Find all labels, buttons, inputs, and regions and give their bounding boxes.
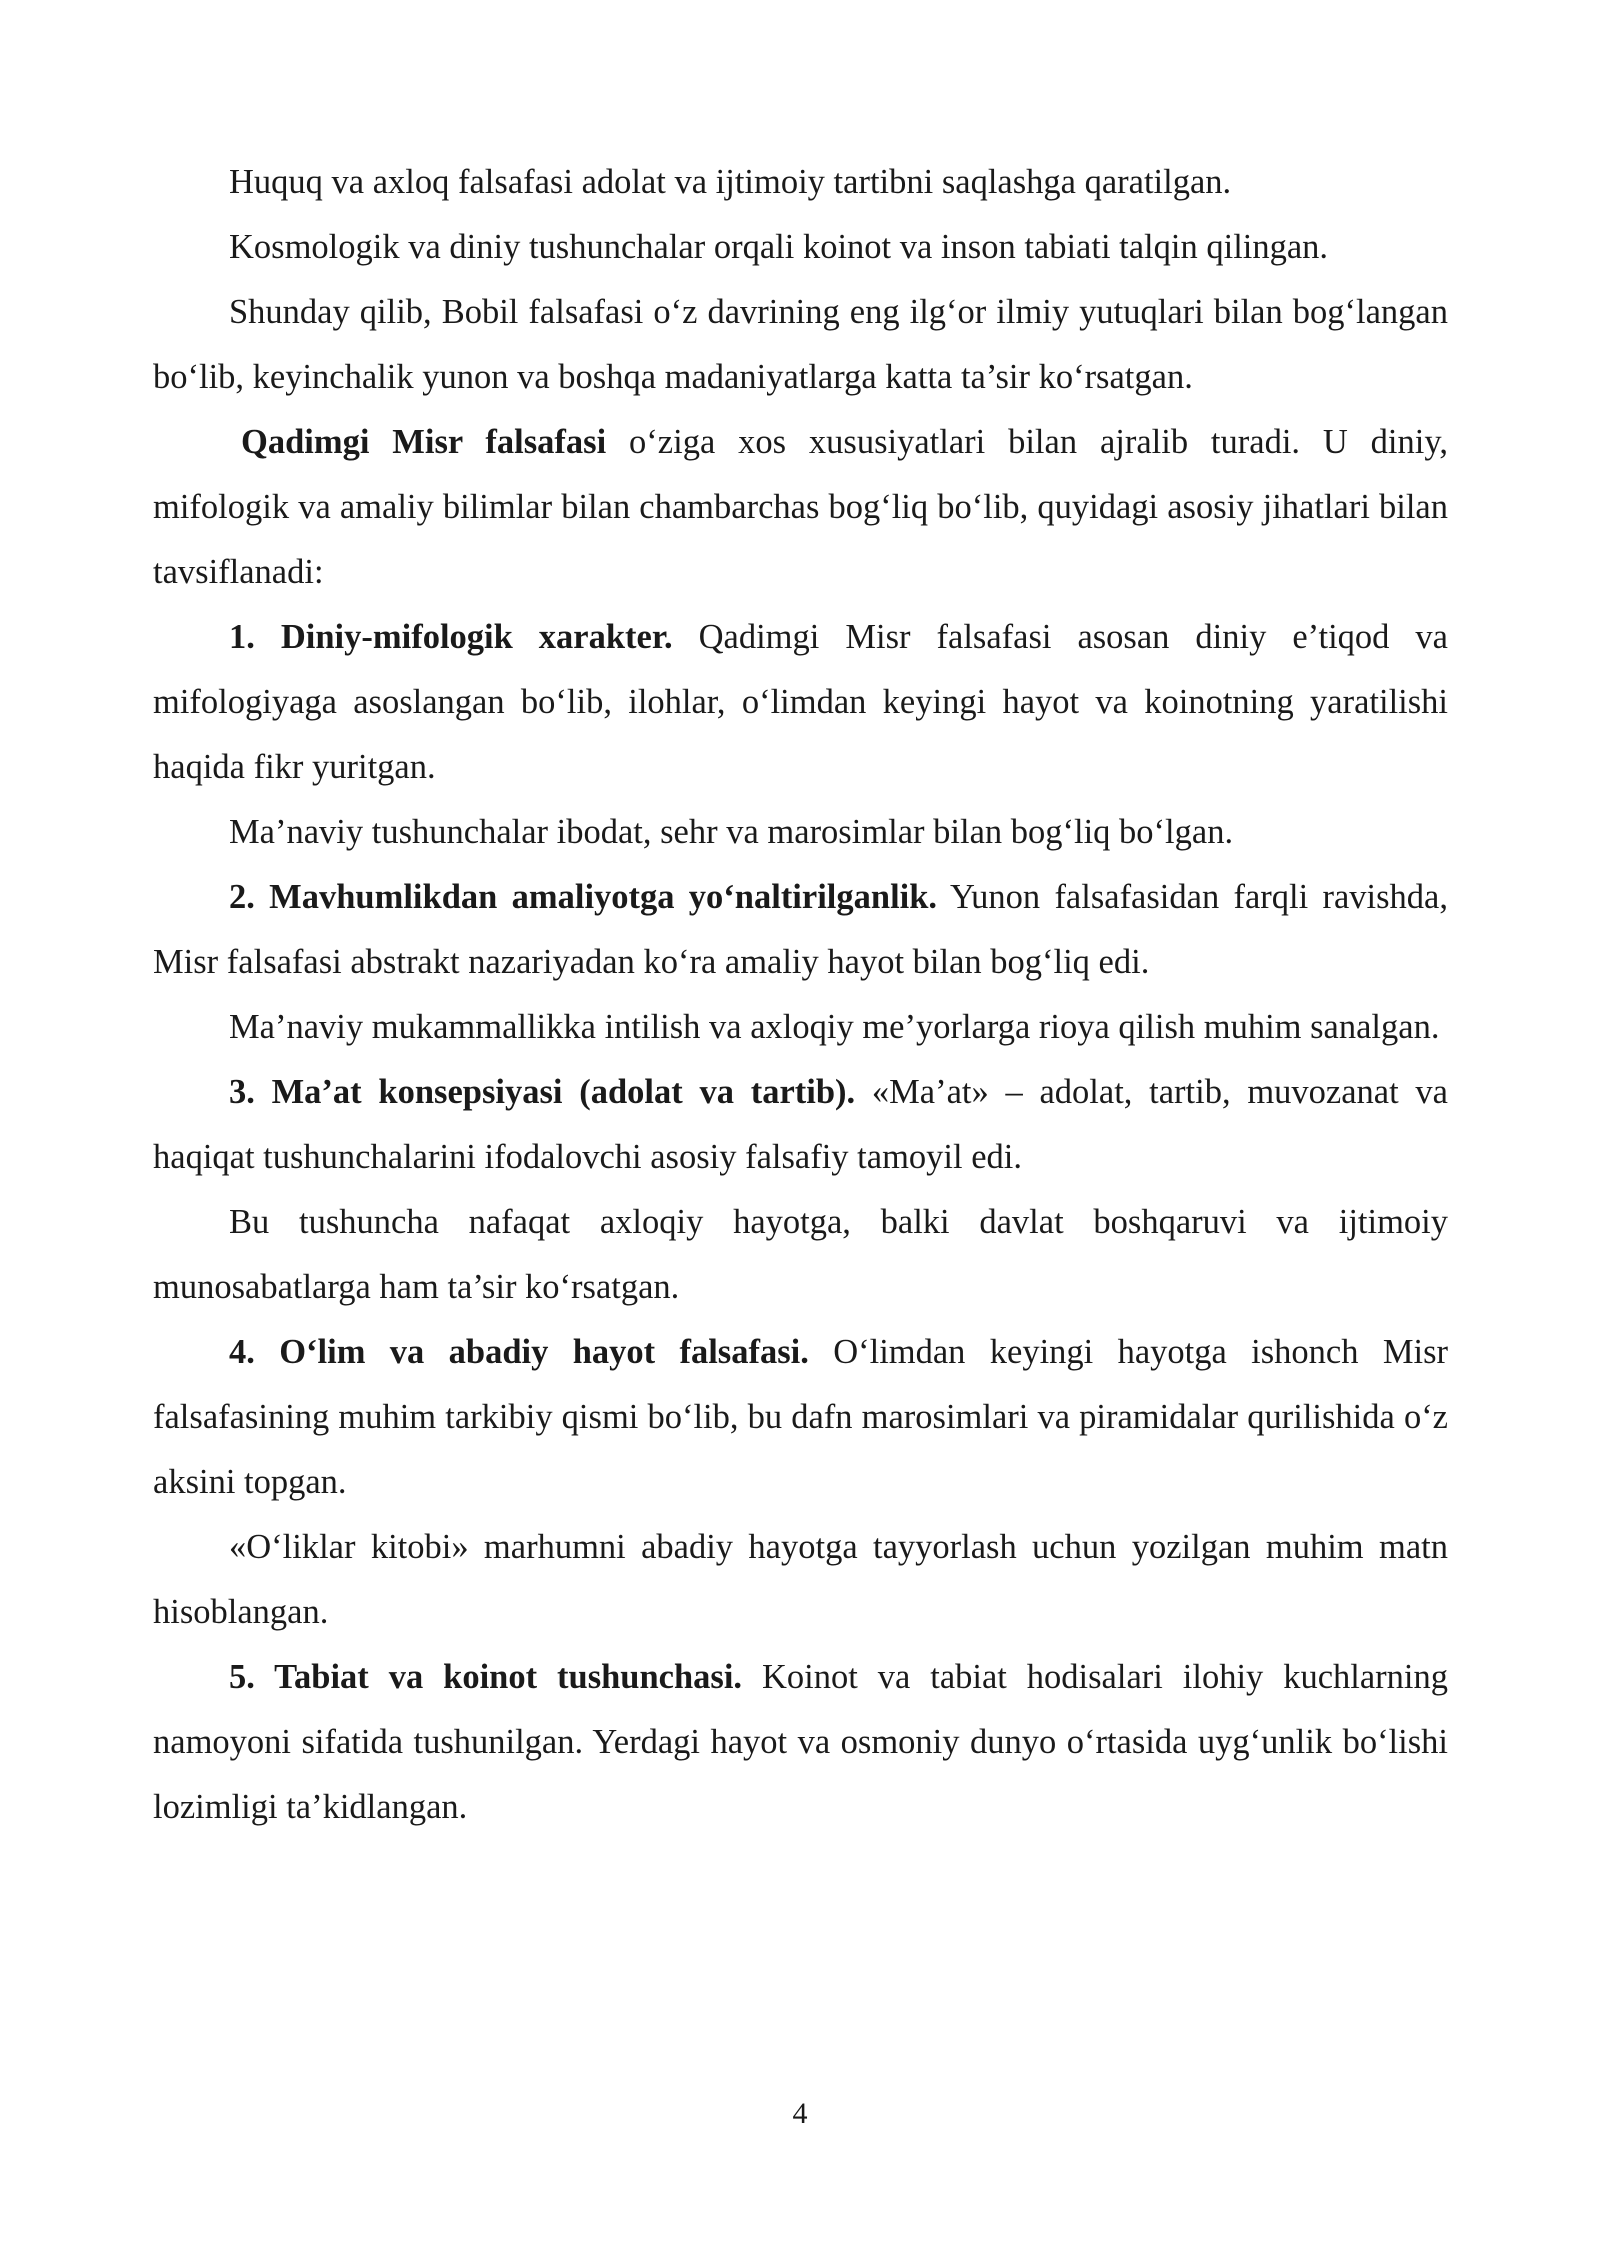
bold-heading: 4. O‘lim va abadiy hayot falsafasi. (229, 1333, 809, 1371)
paragraph: Kosmologik va diniy tushunchalar orqali koinot va inson tabiati talqin qilingan. (229, 228, 1329, 266)
list-item-3: 3. Ma’at konsepsiyasi (adolat va tartib). «Ma’at» – adolat, tartib, muvozanat va haqiqat tushunchalarini ifodalovchi asosiy falsafiy tamoyil edi. (153, 1073, 1448, 1176)
list-item-5: 5. Tabiat va koinot tushunchasi. Koinot va tabiat hodisalari ilohiy kuchlarning namoyoni sifatida tushunilgan. Yerdagi hayot va osmoniy dunyo o‘rtasida uyg‘unlik bo‘lishi lozimligi ta’kidlangan. (153, 1658, 1448, 1826)
paragraph: Ma’naviy tushunchalar ibodat, sehr va marosimlar bilan bog‘liq bo‘lgan. (229, 813, 1234, 851)
list-item-2: 2. Mavhumlikdan amaliyotga yo‘naltirilganlik. Yunon falsafasidan farqli ravishda, Misr falsafasi abstrakt nazariyadan ko‘ra amaliy hayot bilan bog‘liq edi. (153, 878, 1448, 981)
paragraph: Huquq va axloq falsafasi adolat va ijtimoiy tartibni saqlashga qaratilgan. (229, 163, 1232, 201)
paragraph: Shunday qilib, Bobil falsafasi o‘z davrining eng ilg‘or ilmiy yutuqlari bilan bog‘langan bo‘lib, keyinchalik yunon va boshqa madaniyatlarga katta ta’sir ko‘rsatgan. (153, 293, 1448, 396)
paragraph: Ma’naviy mukammallikka intilish va axloqiy me’yorlarga rioya qilish muhim sanalgan. (229, 1008, 1440, 1046)
paragraph: Bu tushuncha nafaqat axloqiy hayotga, balki davlat boshqaruvi va ijtimoiy munosabatlarga ham ta’sir ko‘rsatgan. (153, 1203, 1448, 1306)
document-page (153, 150, 1448, 1840)
bold-heading: 1. Diniy-mifologik xarakter. (229, 618, 673, 656)
paragraph: «O‘liklar kitobi» marhumni abadiy hayotga tayyorlash uchun yozilgan muhim matn hisoblangan. (153, 1528, 1448, 1631)
page-number: 4 (792, 2097, 808, 2130)
bold-heading: 2. Mavhumlikdan amaliyotga yo‘naltirilganlik. (229, 878, 938, 916)
paragraph-egypt-intro: Qadimgi Misr falsafasi o‘ziga xos xususiyatlari bilan ajralib turadi. U diniy, mifologik va amaliy bilimlar bilan chambarchas bog‘liq bo‘lib, quyidagi asosiy jihatlari bilan tavsiflanadi: (153, 423, 1448, 591)
list-item-1: 1. Diniy-mifologik xarakter. Qadimgi Misr falsafasi asosan diniy e’tiqod va mifologiyaga asoslangan bo‘lib, ilohlar, o‘limdan keyingi hayot va koinotning yaratilishi haqida fikr yuritgan. (153, 618, 1448, 786)
list-item-4: 4. O‘lim va abadiy hayot falsafasi. O‘limdan keyingi hayotga ishonch Misr falsafasining muhim tarkibiy qismi bo‘lib, bu dafn marosimlari va piramidalar qurilishida o‘z aksini topgan. (153, 1333, 1449, 1501)
bold-heading: Qadimgi Misr falsafasi (241, 423, 607, 461)
bold-heading: 5. Tabiat va koinot tushunchasi. (229, 1658, 743, 1696)
bold-heading: 3. Ma’at konsepsiyasi (adolat va tartib). (229, 1073, 856, 1111)
